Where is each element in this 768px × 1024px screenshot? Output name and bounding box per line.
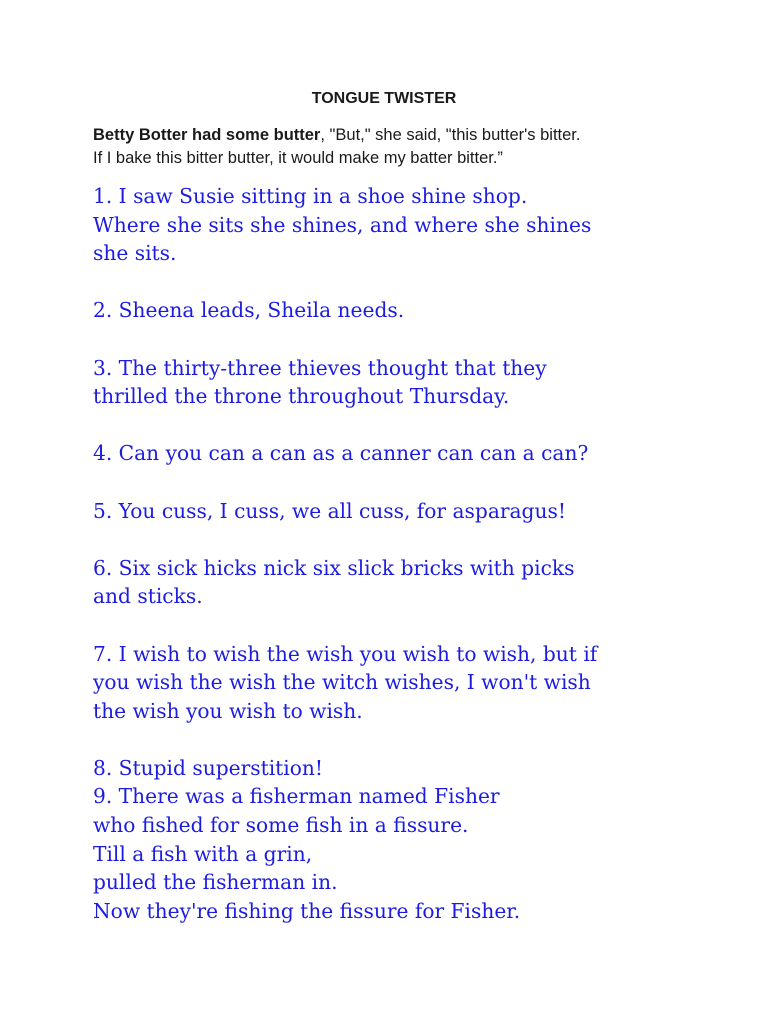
twister-line: 7. I wish to wish the wish you wish to wish, but if [93,641,598,666]
intro-paragraph [93,124,693,170]
twister-line: you wish the wish the witch wishes, I won't wish [93,670,591,695]
twister-line: Till a fish with a grin, [93,841,313,866]
twister-line: 9. There was a fisherman named Fisher [93,784,500,809]
twister-item-7 [93,640,733,726]
twister-item-6 [93,554,733,611]
twister-list [93,182,733,925]
twister-item-2 [93,296,733,325]
twister-line: 3. The thirty-three thieves thought that they [93,355,547,380]
twister-line: thrilled the throne throughout Thursday. [93,384,510,409]
intro-line-1-rest: , "But," she said, "this butter's bitter. [320,126,581,144]
twister-item-9 [93,782,733,925]
twister-line: 2. Sheena leads, Sheila needs. [93,298,405,323]
twister-line: who fished for some fish in a fissure. [93,813,469,838]
twister-item-5 [93,497,733,526]
twister-line: Now they're fishing the fissure for Fisher. [93,898,521,923]
twister-line: 8. Stupid superstition! [93,755,323,780]
twister-line: 4. Can you can a can as a canner can can a can? [93,441,589,466]
twister-line: 5. You cuss, I cuss, we all cuss, for asparagus! [93,498,566,523]
twister-item-1 [93,182,733,268]
intro-line-2: If I bake this bitter butter, it would make my batter bitter.” [93,149,503,167]
twister-line: the wish you wish to wish. [93,698,363,723]
twister-item-3 [93,354,733,411]
twister-line: Where she sits she shines, and where she shines [93,212,592,237]
intro-line-1 [93,124,693,147]
twister-line: and sticks. [93,584,203,609]
twister-line: 6. Six sick hicks nick six slick bricks with picks [93,555,575,580]
twister-item-8 [93,754,733,783]
twister-item-4 [93,439,733,468]
intro-lead-bold: Betty Botter had some butter [93,126,321,144]
twister-line: she sits. [93,241,177,266]
twister-line: 1. I saw Susie sitting in a shoe shine shop. [93,184,528,208]
page-title: TONGUE TWISTER [311,90,457,107]
twister-line: pulled the fisherman in. [93,870,338,895]
